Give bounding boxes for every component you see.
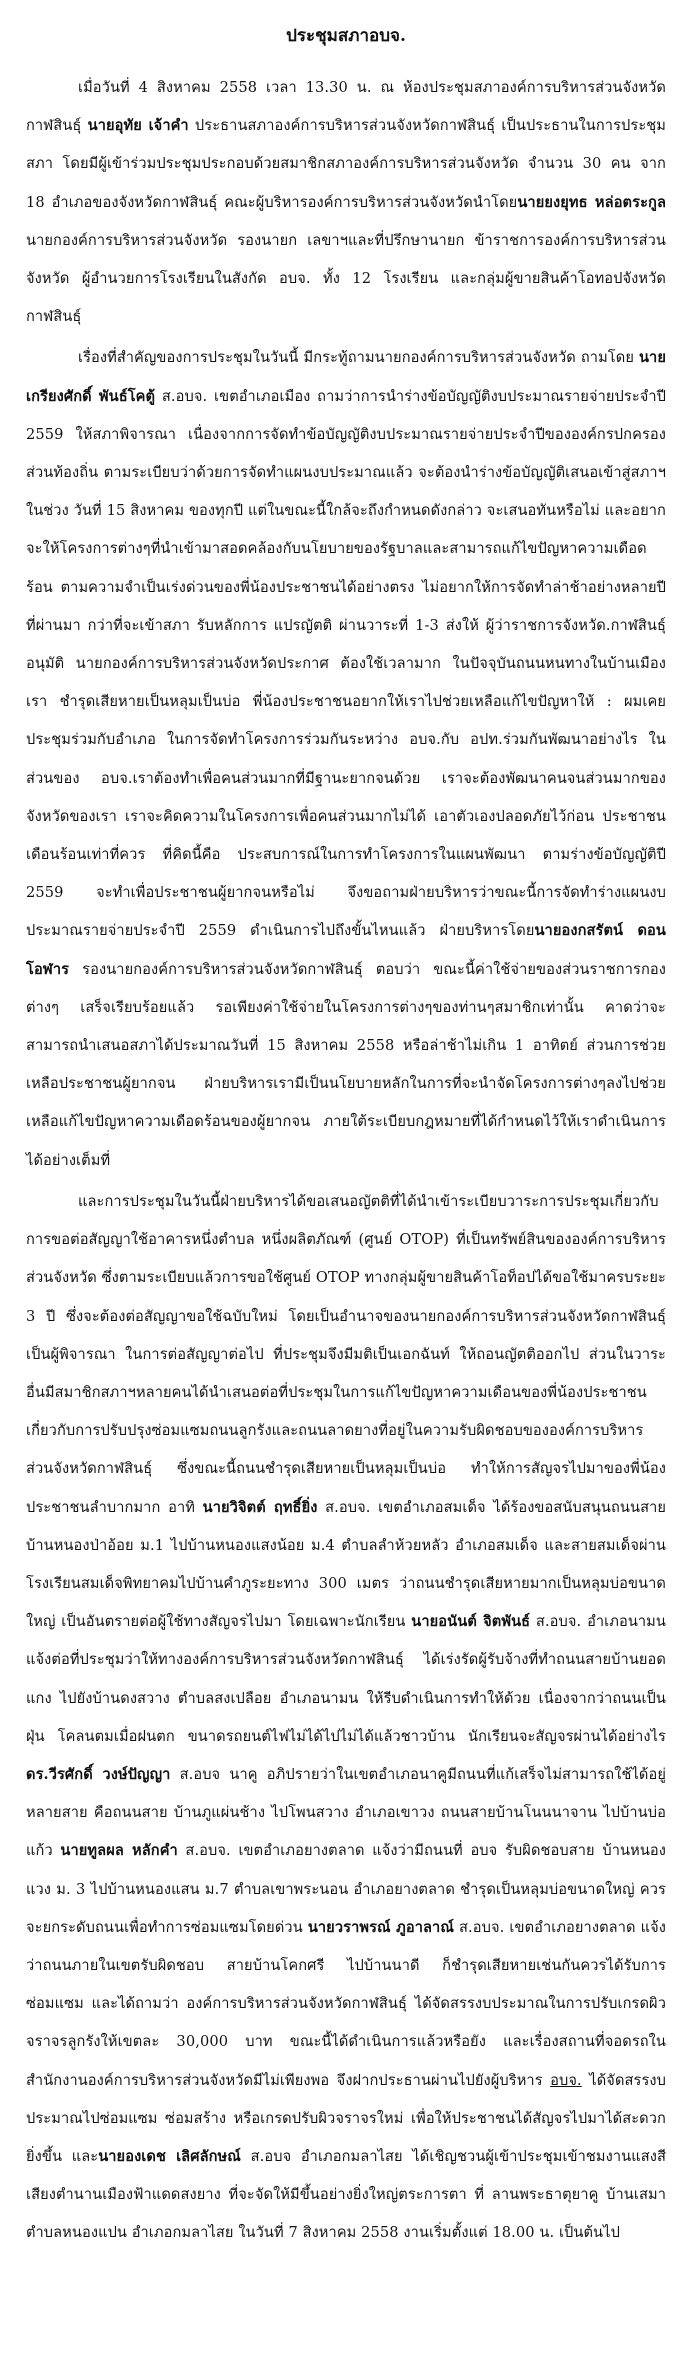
person-name: ดร.วีรศักดิ์ วงษ์ปัญญา bbox=[26, 1765, 171, 1783]
person-name: นายอุทัย เจ้าคำ bbox=[87, 117, 189, 135]
paragraph-3 bbox=[26, 1183, 666, 2253]
person-name: นายวราพรณ์ ภูอาลาณ์ bbox=[307, 1918, 454, 1936]
person-name: นายยงยุทธ หล่อตระกูล bbox=[517, 193, 666, 211]
document-title: ประชุมสภาอบจ. bbox=[286, 26, 406, 46]
paragraph-1 bbox=[26, 69, 666, 336]
text-segment: ส.อบจ นาคู อภิปรายว่าในเขตอำเภอนาคูมีถนนที่แก้เสร็จไม่สามารถใช้ได้อยู่หลายสาย คือถนนสาย บ้านภูแผ่นช้าง ไปโพนสวาง อำเภอเขาวง ถนนสายบ้านโนนนาจาน ไปบ้านบ่อแก้ว bbox=[26, 1765, 666, 1860]
text-segment: ส.อบจ. เขตอำเภอเมือง ถามว่าการนำร่างข้อบัญญัติงบประมาณรายจ่ายประจำปี 2559 ให้สภาพิจารณา เนื่องจากการจัดทำข้อบัญญัติงบประมาณรายจ่ายประจำปีขององค์กรปกครองส่วนท้องถิ่น ตามระเบียบว่าด้วยการจัดทำแผนงบประมาณแล้ว จะต้องนำร่างข้อบัญญัติเสนอเข้าสู่สภาฯ ในช่วง วันที่ 15 สิงหาคม ของทุกปี แต่ในขณะนี้ใกล้จะถึงกำหนดดังกล่าว จะเสนอทันหรือไม่ และอยากจะให้โครงการต่างๆที่นำเข้ามาสอดคล้องกับนโยบายของรัฐบาลและสามารถแก้ไขปัญหาความเดือดร้อน ตามความจำเป็นเร่งด่วนของพี่น้องประชาชนได้อย่างตรง ไม่อยากให้การจัดทำล่าช้าอย่างหลายปีที่ผ่านมา กว่าที่จะเข้าสภา รับหลักการ แปรญัตติ ผ่านวาระที่ 1-3 ส่งให้ ผู้ว่าราชการจังหวัด.กาฬสินธุ์อนุมัติ นายกองค์การบริหารส่วนจังหวัดประกาศ ต้องใช้เวลามาก ในปัจจุบันถนนหนทางในบ้านเมืองเรา ชำรุดเสียหายเป็นหลุมเป็นบ่อ พี่น้องประชาชนอยากให้เราไปช่วยเหลือแก้ไขปัญหาให้ : ผมเคยประชุมร่วมกับอำเภอ ในการจัดทำโครงการร่วมกันระหว่าง อบจ.กับ อปท.ร่วมกันพัฒนาอย่างไร ในส่วนของ อบจ.เราต้องทำเพื่อคนส่วนมากที่มีฐานะยากจนด้วย เราจะต้องพัฒนาคนจนส่วนมากของจังหวัดของเรา เราจะคิดความในโครงการเพื่อคนส่วนมากไม่ได้ เอาตัวเองปลอดภัยไว้ก่อน ประชาชนเดือนร้อนเท่าที่ควร ที่คิดนี้คือ ประสบการณ์ในการทำโครงการในแผนพัฒนา ตามร่างข้อบัญญัติปี 2559 จะทำเพื่อประชาชนผู้ยากจนหรือไม่ จึงขอถามฝ่ายบริหารว่าขณะนี้การจัดทำร่างแผนงบประมาณรายจ่ายประจำปี 2559 ดำเนินการไปถึงขั้นไหนแล้ว ฝ่ายบริหารโดย bbox=[26, 387, 666, 940]
text-segment: รองนายกองค์การบริหารส่วนจังหวัดกาฬสินธุ์ ตอบว่า ขณะนี้ค่าใช้จ่ายของส่วนราชการกองต่างๆ เสร็จเรียบร้อยแล้ว รอเพียงค่าใช้จ่ายในโครงการต่างๆของท่านๆสมาชิกเท่านั้น คาดว่าจะสามารถนำเสนอสภาได้ประมาณวันที่ 15 สิงหาคม 2558 หรือล่าช้าไม่เกิน 1 อาทิตย์ ส่วนการช่วยเหลือประชาชนผู้ยากจน ฝ่ายบริหารเรามีเป็นนโยบายหลักในการที่จะนำจัดโครงการต่างๆลงไปช่วยเหลือแก้ไขปัญหาความเดือดร้อนของผู้ยากจน ภายใต้ระเบียบกฎหมายที่ได้กำหนดไว้ให้เราดำเนินการได้อย่างเต็มที่ bbox=[26, 960, 666, 1169]
text-segment: ส.อบจ. อำเภอนามน แจ้งต่อที่ประชุมว่าให้ทางองค์การบริหารส่วนจังหวัดกาฬสินธุ์ ได้เร่งรัดผู้รับจ้างที่ทำถนนสายบ้านยอดแกง ไปยังบ้านดงสวาง ตำบลสงเปลือย อำเภอนามน ให้รีบดำเนินการทำให้ด้วย เนื่องจากว่าถนนเป็นฝุ่น โคลนตมเมื่อฝนตก ขนาดรถยนต์ไฟไม่ได้ไปไม่ได้แล้วชาวบ้าน นักเรียนจะสัญจรผ่านได้อย่างไร bbox=[26, 1613, 666, 1745]
text-segment: ส.อบจ. เขตอำเภอยางตลาด แจ้งว่าถนนภายในเขตรับผิดชอบ สายบ้านโคกศรี ไปบ้านนาดี ก็ชำรุดเสียหายเช่นกันควรได้รับการซ่อมแซม และได้ถามว่า องค์การบริหารส่วนจังหวัดกาฬสินธุ์ ได้จัดสรรงบประมาณในการปรับเกรดผิวจราจรลูกรังให้เขตละ 30,000 บาท ขณะนี้ได้ดำเนินการแล้วหรือยัง และเรื่องสถานที่จอดรถใน สำนักงานองค์การบริหารส่วนจังหวัดมีไม่เพียงพอ จึงฝากประธานผ่านไปยังผู้บริหาร bbox=[26, 1918, 666, 2089]
text-segment: ส.อบจ อำเภอกมลาไสย ได้เชิญชวนผู้เข้าประชุมเข้าชมงานแสงสีเสียงตำนานเมืองฟ้าแดดสงยาง ที่จะจัดให้มีขึ้นอย่างยิ่งใหญ่ตระการตา ที่ ลานพระธาตุยาคู บ้านเสมา ตำบลหนองแปน อำเภอกมลาไสย ในวันที่ 7 สิงหาคม 2558 งานเริ่มตั้งแต่ 18.00 น. เป็นต้นไป bbox=[26, 2147, 666, 2242]
text-segment: และการประชุมในวันนี้ฝ่ายบริหารได้ขอเสนอญัตติที่ได้นำเข้าระเบียบวาระการประชุมเกี่ยวกับการขอต่อสัญญาใช้อาคารหนึ่งตำบล หนึ่งผลิตภัณฑ์ (ศูนย์ OTOP) ที่เป็นทรัพย์สินขององค์การบริหารส่วนจังหวัด ซึ่งตามระเบียบแล้วการขอใช้ศูนย์ OTOP ทางกลุ่มผู้ขายสินค้าโอท็อปได้ขอใช้มาครบระยะ 3 ปี ซึ่งจะต้องต่อสัญญาขอใช้ฉบับใหม่ โดยเป็นอำนาจของนายกองค์การบริหารส่วนจังหวัดกาฬสินธุ์ เป็นผู้พิจารณา ในการต่อสัญญาต่อไป ที่ประชุมจึงมีมติเป็นเอกฉันท์ ให้ถอนญัตติออกไป ส่วนในวาระอื่นมีสมาชิกสภาฯหลายคนได้นำเสนอต่อที่ประชุมในการแก้ไขปัญหาความเดือนของพี่น้องประชาชนเกี่ยวกับการปรับปรุงซ่อมแซมถนนลูกรังและถนนลาดยางที่อยู่ในความรับผิดชอบขององค์การบริหารส่วนจังหวัดกาฬสินธุ์ ซึ่งขณะนี้ถนนชำรุดเสียหายเป็นหลุมเป็นบ่อ ทำให้การสัญจรไปมาของพี่น้องประชาชนลำบากมาก อาทิ bbox=[26, 1192, 666, 1516]
text-segment: ประธานสภาองค์การบริหารส่วนจังหวัดกาฬสินธุ์ เป็นประธานในการประชุมสภา โดยมีผู้เข้าร่วมประชุมประกอบด้วยสมาชิกสภาองค์การบริหารส่วนจังหวัด จำนวน 30 คน จาก 18 อำเภอของจังหวัดกาฬสินธุ์ คณะผู้บริหารองค์การบริหารส่วนจังหวัดนำโดย bbox=[26, 117, 666, 211]
person-name: นายวิจิตต์ ฤทธิ์ยิ่ง bbox=[202, 1498, 318, 1516]
person-name: นายเกรียงศักดิ์ พันธ์โคตู้ bbox=[26, 349, 666, 405]
text-segment: เมื่อวันที่ 4 สิงหาคม 2558 เวลา 13.30 น. ณ ห้องประชุมสภาองค์การบริหารส่วนจังหวัดกาฬสินธุ์ bbox=[26, 79, 666, 135]
underlined-text: อบจ. bbox=[550, 2071, 582, 2089]
text-segment: ส.อบจ. เขตอำเภอสมเด็จ ได้ร้องขอสนับสนุนถนนสายบ้านหนองป่าอ้อย ม.1 ไปบ้านหนองแสงน้อย ม.4 ตำบลลำห้วยหลัว อำเภอสมเด็จ และสายสมเด็จผ่านโรงเรียนสมเด็จพิทยาคมไปบ้านคำภูระยะทาง 300 เมตร ว่าถนนชำรุดเสียหายมากเป็นหลุมบ่อขนาดใหญ่ เป็นอันตรายต่อผู้ใช้ทางสัญจรไปมา โดยเฉพาะนักเรียน bbox=[26, 1498, 667, 1631]
paragraph-2 bbox=[26, 339, 666, 1179]
person-name: นายอนันต์ จิตพันธ์ bbox=[411, 1613, 531, 1631]
document-body bbox=[26, 69, 666, 2253]
text-segment: ได้จัดสรรงบประมาณไปซ่อมแซม ซ่อมสร้าง หรือเกรดปรับผิวจราจรใหม่ เพื่อให้ประชาชนได้สัญจรไปมาได้สะดวกยิ่งขึ้น และ bbox=[26, 2071, 666, 2165]
text-segment: ส.อบจ. เขตอำเภอยางตลาด แจ้งว่ามีถนนที่ อบจ รับผิดชอบสาย บ้านหนองแวง ม. 3 ไปบ้านหนองแสน ม.7 ตำบลเขาพระนอน อำเภอยางตลาด ชำรุดเป็นหลุมบ่อขนาดใหญ่ ควรจะยกระดับถนนเพื่อทำการซ่อมแซมโดยด่วน bbox=[26, 1842, 666, 1936]
person-name: นายทูลผล หลักคำ bbox=[60, 1842, 178, 1860]
text-segment: นายกองค์การบริหารส่วนจังหวัด รองนายก เลขาฯและที่ปรึกษานายก ข้าราชการองค์การบริหารส่วนจังหวัด ผู้อำนวยการโรงเรียนในสังกัด อบจ. ทั้ง 12 โรงเรียน และกลุ่มผู้ขายสินค้าโอทอปจังหวัดกาฬสินธุ์ bbox=[26, 231, 666, 326]
person-name: นายองกสรัตน์ ดอนโอฬาร bbox=[26, 922, 666, 978]
text-segment: เรื่องที่สำคัญของการประชุมในวันนี้ มีกระทู้ถามนายกองค์การบริหารส่วนจังหวัด ถามโดย bbox=[78, 349, 639, 367]
person-name: นายองเดช เลิศลักษณ์ bbox=[98, 2147, 241, 2165]
